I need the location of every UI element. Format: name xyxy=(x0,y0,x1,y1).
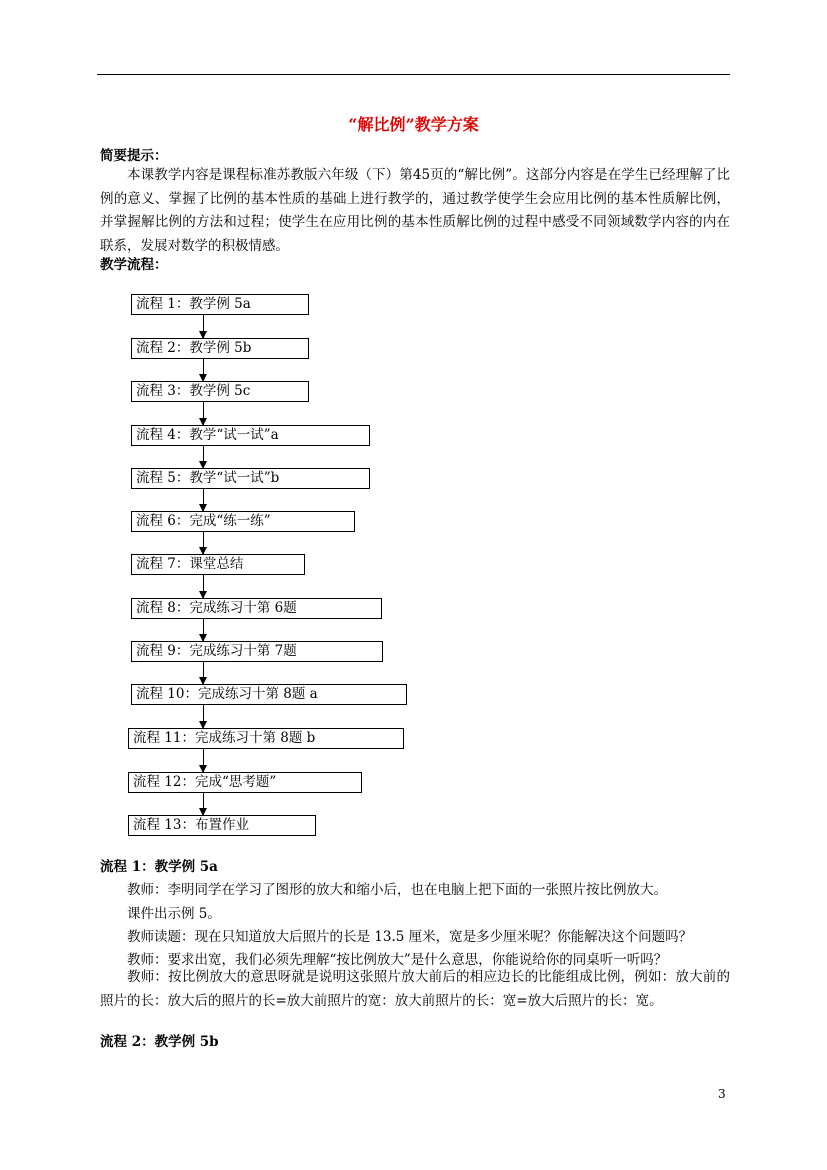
section1-line-2: 课件出示例 5。 xyxy=(127,906,221,922)
flow-step-4: 流程 4：教学“试一试”a xyxy=(131,425,370,446)
flow-arrow-8 xyxy=(203,619,204,641)
flow-arrow-4 xyxy=(203,446,204,468)
summary-text: 本课教学内容是课程标准苏教版六年级（下）第45页的“解比例”。这部分内容是在学生已经理解了比例的意义、掌握了比例的基本性质的基础上进行教学的，通过教学使学生会应用比例的基本性质解比例，并掌握解比例的方法和过程；使学生在应用比例的基本性质解比例的过程中感受不同领域数学内容的内在联系，发展对数学的积极情感。 xyxy=(100,167,730,254)
flow-arrow-7 xyxy=(203,575,204,598)
flow-arrow-10 xyxy=(203,705,204,728)
flow-step-5: 流程 5：教学“试一试”b xyxy=(131,468,370,489)
summary-heading: 简要提示： xyxy=(100,148,168,164)
section1-heading: 流程 1：教学例 5a xyxy=(100,859,218,875)
flow-step-7: 流程 7：课堂总结 xyxy=(131,554,305,575)
flow-arrow-9 xyxy=(203,662,204,684)
flow-step-9: 流程 9：完成练习十第 7题 xyxy=(131,641,383,662)
flow-arrow-2 xyxy=(203,359,204,381)
header-rule xyxy=(97,74,730,75)
flow-step-10: 流程 10：完成练习十第 8题 a xyxy=(131,684,407,705)
flow-arrow-12 xyxy=(203,793,204,815)
section1-line-5: 教师：按比例放大的意思呀就是说明这张照片放大前后的相应边长的比能组成比例，例如：放大前的照片的长：放大后的照片的长=放大前照片的宽：放大前照片的长：宽=放大后照片的长：宽。 xyxy=(100,969,730,1009)
page-title: “解比例”教学方案 xyxy=(348,115,479,134)
flow-step-1: 流程 1：教学例 5a xyxy=(131,294,309,315)
flow-arrow-1 xyxy=(203,315,204,338)
flow-step-2: 流程 2：教学例 5b xyxy=(131,338,309,359)
flow-step-12: 流程 12：完成“思考题” xyxy=(128,772,362,793)
section1-line-4: 教师：要求出宽，我们必须先理解“按比例放大”是什么意思，你能说给你的同桌听一听吗？ xyxy=(127,952,668,968)
flow-heading: 教学流程： xyxy=(100,257,168,273)
flow-step-11: 流程 11：完成练习十第 8题 b xyxy=(128,728,404,749)
flow-arrow-6 xyxy=(203,532,204,554)
section1-line-1: 教师：李明同学在学习了图形的放大和缩小后，也在电脑上把下面的一张照片按比例放大。 xyxy=(127,882,667,898)
flow-step-8: 流程 8：完成练习十第 6题 xyxy=(131,598,382,619)
flow-step-3: 流程 3：教学例 5c xyxy=(131,381,309,402)
flow-arrow-11 xyxy=(203,749,204,772)
page-number: 3 xyxy=(718,1087,726,1101)
section1-line-3: 教师读题：现在只知道放大后照片的长是 13.5 厘米，宽是多少厘米呢？你能解决这个问题吗？ xyxy=(127,929,693,945)
flow-step-6: 流程 6：完成“练一练” xyxy=(131,511,355,532)
flow-arrow-3 xyxy=(203,402,204,425)
flow-step-13: 流程 13：布置作业 xyxy=(128,815,316,836)
section2-heading: 流程 2：教学例 5b xyxy=(100,1034,219,1050)
flow-arrow-5 xyxy=(203,489,204,511)
